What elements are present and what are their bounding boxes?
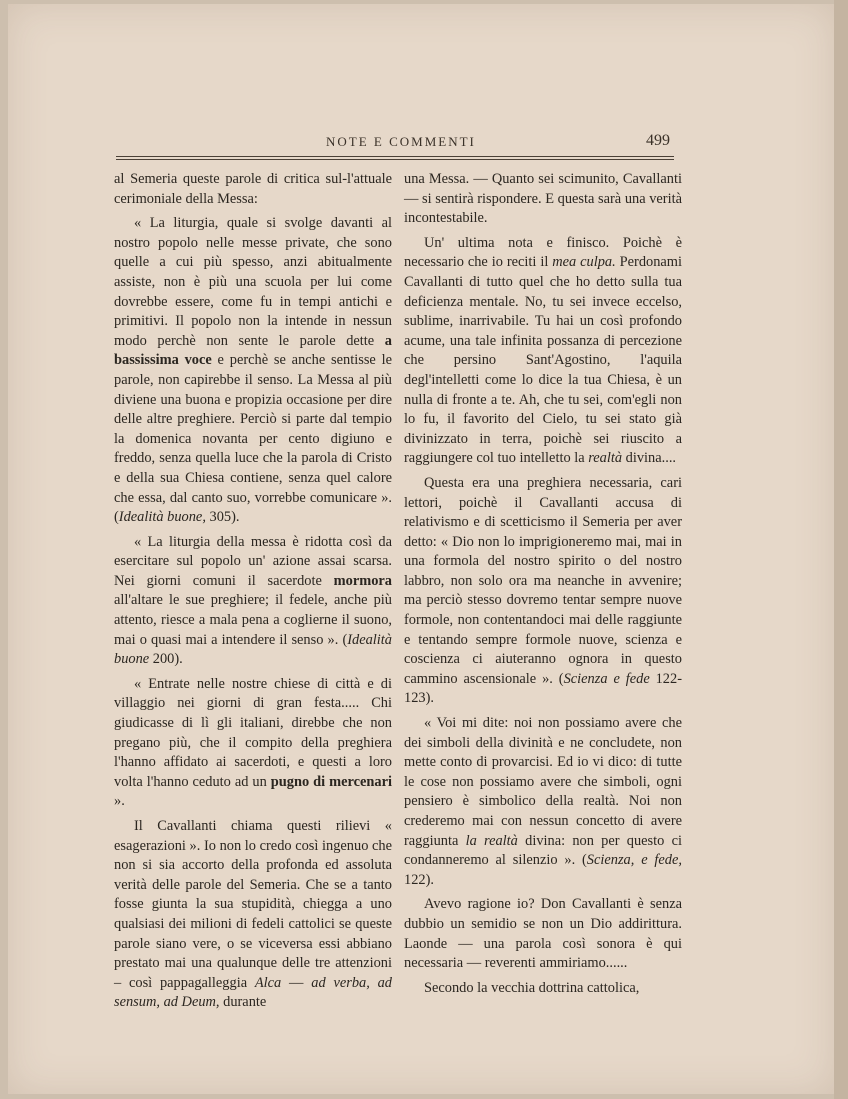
text-run: a bassissima voce bbox=[114, 332, 392, 369]
paragraph bbox=[114, 533, 392, 670]
paragraph bbox=[404, 714, 682, 890]
text-run: ». bbox=[114, 793, 125, 810]
text-run: Un' ultima nota e finisco. Poichè è necessario che io reciti il bbox=[404, 234, 682, 271]
header-rule-top bbox=[116, 156, 674, 157]
text-run: « La liturgia della messa è ridotta così da esercitare sul popolo un' azione assai scarsa. Nei giorni comuni il sacerdote bbox=[114, 533, 392, 589]
text-run: ad verba, ad sensum, ad Deum, bbox=[114, 974, 392, 1011]
page-number: 499 bbox=[646, 132, 670, 149]
page-edge bbox=[834, 0, 848, 1099]
text-run: una Messa. — Quanto sei scimunito, Cavallanti — si sentirà rispondere. E questa sarà una verità incontestabile. bbox=[404, 171, 682, 227]
right-column bbox=[404, 170, 682, 998]
running-title: NOTE E COMMENTI bbox=[326, 134, 476, 149]
text-run: 122-123). bbox=[404, 670, 682, 707]
text-run: mormora bbox=[333, 572, 392, 589]
text-run: divina.... bbox=[622, 450, 677, 467]
text-run: — bbox=[281, 974, 312, 991]
text-run: Secondo la vecchia dottrina cattolica, bbox=[424, 979, 640, 996]
paragraph bbox=[404, 234, 682, 469]
text-run: Il Cavallanti chiama questi rilievi « esagerazioni ». Io non lo credo così ingenuo che non si sia accorto della profonda ed assoluta verità delle parole del Semeria. Che se a tanto fosse giunta la sua stupidità, chiegga a uno qualsiasi dei milioni di fedeli cattolici se queste parole siano vere, o se viceversa essi abbiano prestato mai una qualunque delle tre attenzioni – così pappagalleggia bbox=[114, 818, 392, 991]
text-run: divina: non per questo ci condanneremo al silenzio ». ( bbox=[404, 832, 682, 869]
text-run: durante bbox=[219, 994, 267, 1011]
left-column bbox=[114, 170, 392, 1013]
running-header bbox=[116, 132, 674, 154]
text-run: Scienza, e fede, bbox=[586, 852, 682, 869]
paragraph bbox=[114, 817, 392, 1013]
paragraph bbox=[114, 214, 392, 528]
text-run: al Semeria queste parole di critica sul-l'attuale cerimoniale della Messa: bbox=[114, 171, 392, 207]
text-run: pugno di mercenari bbox=[270, 773, 392, 790]
text-run: mea culpa. bbox=[552, 254, 616, 271]
text-run: 122). bbox=[404, 871, 434, 888]
text-run: e perchè se anche sentisse le parole, non capirebbe il senso. La Messa al più diviene una buona e propizia occasione per dire delle altre preghiere. Perciò si parte dal tempio la domenica novanta per cento digiuno e freddo, senza quella luce che la parola di Cristo e della sua Chiesa contiene, senza quel calore che essa, dal canto suo, vorrebbe comunicare ». ( bbox=[114, 352, 392, 526]
text-run: realtà bbox=[588, 450, 623, 467]
text-run: Perdonami Cavallanti di tutto quel che ho detto sulla tua deficienza mentale. No, tu sei invece eccelso, sublime, inarrivabile. Tu hai un così profondo acume, una tale infinita possanza di percezione che persino Sant'Agostino, l'aquila degl'intelletti come lo dice la tua Chiesa, è un nulla di fronte a te. Ah, che tu sei, com'egli non lo fu, il favorito del Cielo, tu sei stato già divinizzato in terra, poichè sei riuscito a raggiungere col tuo intelletto la bbox=[404, 254, 682, 467]
paragraph bbox=[404, 979, 682, 999]
paragraph bbox=[404, 474, 682, 709]
text-run: Avevo ragione io? Don Cavallanti è senza dubbio un semidio se non un Dio addirittura. Laonde — una parola così sonora è qui necessaria — reverenti ammiriamo...... bbox=[404, 896, 682, 972]
text-run: la realtà bbox=[465, 832, 518, 849]
text-run: Idealità buone bbox=[114, 631, 392, 668]
text-run: 305). bbox=[205, 509, 240, 526]
text-run: « La liturgia, quale si svolge davanti al nostro popolo nelle messe private, che sono quelle a cui più spesso, anzi abitualmente assiste, non è più una scuola per lui come dovrebbe essere, come fu in tempi antichi e primitivi. Il popolo non la intende in nessun modo perchè non sente le parole dette bbox=[114, 215, 392, 349]
text-run: all'altare le sue preghiere; il fedele, anche più attento, riesce a mala pena a coglierne il suono, mai o quasi mai a intendere il senso ». ( bbox=[114, 592, 392, 648]
paragraph bbox=[114, 170, 392, 209]
text-run: « Entrate nelle nostre chiese di città e di villaggio nei giorni di gran festa..... Chi giudicasse di lì gli italiani, direbbe che non pregano più, che il compito della preghiera l'hanno affidato ai sacerdoti, e questi a loro volta l'hanno ceduto ad un bbox=[114, 675, 392, 790]
text-run: Alca bbox=[254, 974, 282, 991]
paragraph bbox=[404, 895, 682, 973]
paragraph bbox=[404, 170, 682, 229]
text-run: 200). bbox=[149, 651, 183, 668]
text-run: « Voi mi dite: noi non possiamo avere che dei simboli della divinità e ne concludete, non mette conto di provarcisi. Ed io vi dico: di tutte le cose non possiamo avere che simboli, ogni pensiero è simbolico della realtà. Noi non crederemo mai con nessun concetto di avere raggiunta bbox=[404, 715, 682, 849]
text-run: Idealità buone, bbox=[118, 509, 206, 526]
paragraph bbox=[114, 675, 392, 812]
text-run: Questa era una preghiera necessaria, cari lettori, poichè il Cavallanti accusa di relativismo e di scetticismo il Semeria per aver detto: « Dio non lo imprigioneremo mai, mai in una formola del nostro spirito o del nostro labbro, non solo ora ma neanche in avvenire; ma perciò stesso dovremo tentar sempre nuove formole, non contentandoci mai delle raggiunte e tentando sempre formole nuove, scienza e coscienza ci aiuteranno ognora in questo cammino ascensionale ». ( bbox=[404, 474, 682, 687]
header-rule-bottom bbox=[116, 159, 674, 160]
text-run: Scienza e fede bbox=[563, 670, 650, 687]
